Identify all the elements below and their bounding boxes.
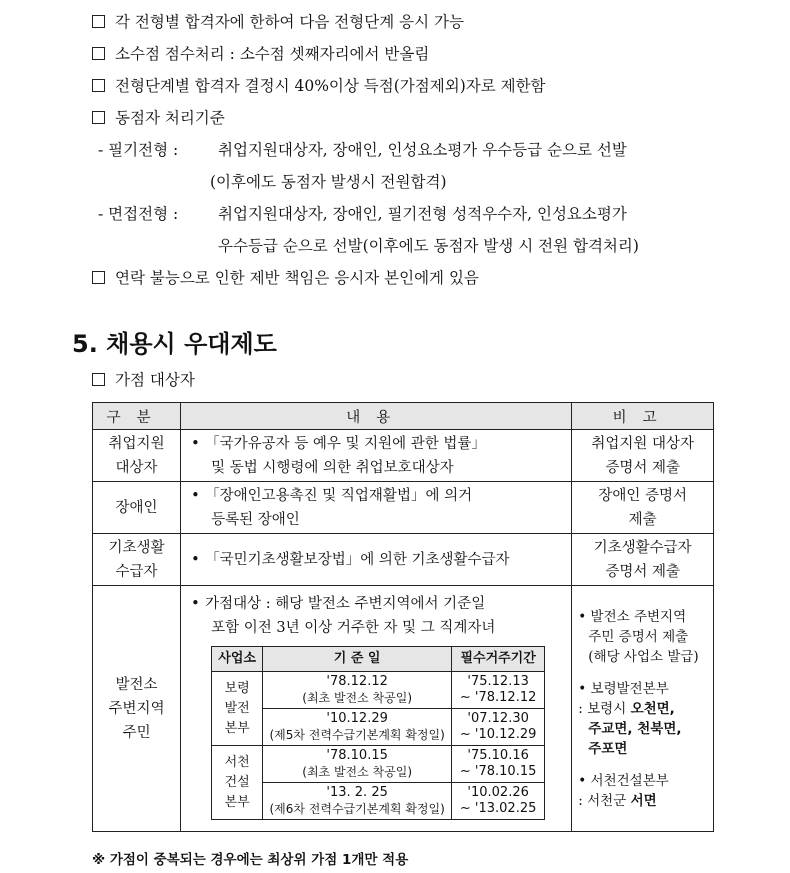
row-category: 기초생활 수급자 (93, 534, 181, 586)
sub-header-date: 기 준 일 (263, 647, 452, 672)
row-content: • 「국가유공자 등 예우 및 지원에 관한 법률」 및 동법 시행령에 의한 취업보호대상자 (181, 430, 572, 482)
base-date: '78.12.12 (최초 발전소 착공일) (263, 672, 452, 709)
required-period: '07.12.30 ~ '10.12.29 (452, 709, 545, 746)
checkbox-square-icon (92, 15, 105, 28)
rule-text: 동점자 처리기준 (115, 109, 225, 127)
rule-text: 각 전형별 합격자에 한하여 다음 전형단계 응시 가능 (115, 13, 464, 31)
base-date: '10.12.29 (제5차 전력수급기본계획 확정일) (263, 709, 452, 746)
table-row (212, 672, 545, 709)
subsection-text: 가점 대상자 (115, 371, 195, 389)
checkbox-square-icon (92, 47, 105, 60)
preference-table (92, 402, 714, 832)
row-category: 장애인 (93, 482, 181, 534)
row-content: • 「국민기초생활보장법」에 의한 기초생활수급자 (181, 534, 572, 586)
base-date: '13. 2. 25 (제6차 전력수급기본계획 확정일) (263, 783, 452, 820)
required-period: '75.12.13 ~ '78.12.12 (452, 672, 545, 709)
rule-text: 연락 불능으로 인한 제반 책임은 응시자 본인에게 있음 (115, 269, 479, 287)
written-label: - 필기전형 : (98, 141, 179, 159)
header-remark: 비고 (572, 403, 714, 430)
rule-line-5 (92, 266, 479, 288)
sub-header-period: 필수거주기간 (452, 647, 545, 672)
subsection-title (92, 368, 195, 390)
row-remark: 장애인 증명서 제출 (572, 482, 714, 534)
row-remark: • 발전소 주변지역 주민 증명서 제출 (해당 사업소 발급) • 보령발전본부 : 보령시 오천면, 주교면, 천북면, 주포면 • 서천건설본부 : 서천군 서면 (572, 586, 714, 832)
interview-text-1: 취업지원대상자, 장애인, 필기전형 성적우수자, 인성요소평가 (218, 205, 627, 223)
checkbox-square-icon (92, 79, 105, 92)
row-remark: 기초생활수급자 증명서 제출 (572, 534, 714, 586)
section-heading: 5. 채용시 우대제도 (72, 330, 277, 358)
table-row (93, 482, 714, 534)
table-row (212, 746, 545, 783)
row-remark: 취업지원 대상자 증명서 제출 (572, 430, 714, 482)
footnote: ※ 가점이 중복되는 경우에는 최상위 가점 1개만 적용 (92, 852, 409, 868)
required-period: '75.10.16 ~ '78.10.15 (452, 746, 545, 783)
table-header-row (93, 403, 714, 430)
rule-text: 전형단계별 합격자 결정시 40%이상 득점(가점제외)자로 제한함 (115, 77, 546, 95)
sub-header-site: 사업소 (212, 647, 263, 672)
required-period: '10.02.26 ~ '13.02.25 (452, 783, 545, 820)
rule-line-1 (92, 10, 464, 32)
row-content: • 가점대상 : 해당 발전소 주변지역에서 기준일 포함 이전 3년 이상 거주한 자 및 그 직계자녀 사업소 기 준 일 필수거주기간 보령 발전 본부 '78.12.12 (최초 발전소 착공일) '75.12.13 ~ '78.12.12 '10.12.29 (제5차 전력수급기본계획 확정일) '07.12.30 ~ '10.12.29 서천 건설 본부 '78.10.15 (최초 발전소 착공일) '75.10.16 ~ '78.10.15 '13. 2. 25 (제6차 전력수급기본계획 확정일) '10.02.26 ~ '13.02.25 (181, 586, 572, 832)
checkbox-square-icon (92, 373, 105, 386)
interview-label: - 면접전형 : (98, 205, 179, 223)
header-category: 구분 (93, 403, 181, 430)
base-date: '78.10.15 (최초 발전소 착공일) (263, 746, 452, 783)
row-category: 발전소 주변지역 주민 (93, 586, 181, 832)
header-content: 내용 (181, 403, 572, 430)
checkbox-square-icon (92, 271, 105, 284)
written-text-2: (이후에도 동점자 발생시 전원합격) (210, 173, 447, 191)
table-row (93, 430, 714, 482)
table-row (93, 534, 714, 586)
written-text-1: 취업지원대상자, 장애인, 인성요소평가 우수등급 순으로 선발 (218, 141, 627, 159)
table-row (93, 586, 714, 832)
site-boryeong: 보령 발전 본부 (212, 672, 263, 746)
rule-text: 소수점 점수처리 : 소수점 셋째자리에서 반올림 (115, 45, 430, 63)
rule-line-4 (92, 106, 225, 128)
site-seocheon: 서천 건설 본부 (212, 746, 263, 820)
row-category: 취업지원 대상자 (93, 430, 181, 482)
rule-line-2 (92, 42, 429, 64)
checkbox-square-icon (92, 111, 105, 124)
rule-line-3 (92, 74, 546, 96)
interview-text-2: 우수등급 순으로 선발(이후에도 동점자 발생 시 전원 합격처리) (218, 237, 639, 255)
row-content: • 「장애인고용촉진 및 직업재활법」에 의거 등록된 장애인 (181, 482, 572, 534)
residence-period-table (211, 646, 545, 820)
